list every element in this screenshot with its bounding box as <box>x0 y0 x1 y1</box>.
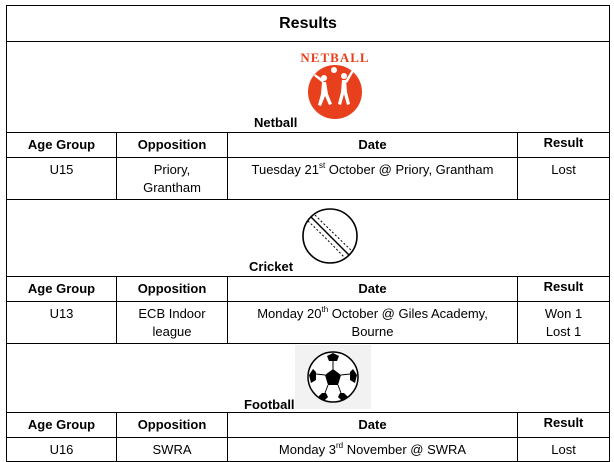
opposition-cell <box>117 158 228 200</box>
result-cell <box>518 438 610 462</box>
results-page <box>6 5 609 462</box>
results-table <box>6 5 610 462</box>
col-opposition: Opposition <box>117 413 228 438</box>
col-date: Date <box>228 277 518 302</box>
opposition-line: SWRA <box>152 442 192 457</box>
table-row <box>7 438 610 462</box>
netball-section-header <box>7 42 610 133</box>
opposition-line: ECB Indoor <box>138 306 206 321</box>
football-section-header <box>7 344 610 413</box>
cricket-ball-icon <box>301 207 359 265</box>
table-row <box>7 302 610 344</box>
result-line: Lost <box>551 162 576 177</box>
opposition-cell <box>117 438 228 462</box>
sport-name-football: Football <box>244 397 295 412</box>
netball-logo-icon <box>300 48 370 120</box>
age-group-cell: U13 <box>7 302 117 344</box>
sport-name-cricket: Cricket <box>249 259 294 274</box>
col-age-group: Age Group <box>7 413 117 438</box>
col-opposition: Opposition <box>117 277 228 302</box>
date-cell <box>228 438 518 462</box>
date-line: Monday 3rd November @ SWRA <box>278 440 467 457</box>
opposition-cell <box>117 302 228 344</box>
opposition-line: league <box>152 324 192 339</box>
opposition-line: Priory, <box>153 162 191 177</box>
col-result: Result <box>518 413 610 438</box>
result-cell <box>518 158 610 200</box>
col-opposition: Opposition <box>117 133 228 158</box>
page-title: Results <box>7 6 610 42</box>
result-line: Lost <box>551 442 576 457</box>
date-line: Monday 20th October @ Giles Academy, <box>257 304 488 321</box>
date-cell <box>228 302 518 344</box>
col-result: Result <box>518 277 610 302</box>
col-age-group: Age Group <box>7 277 117 302</box>
date-line: Tuesday 21st October @ Priory, Grantham <box>251 160 494 177</box>
col-date: Date <box>228 413 518 438</box>
age-group-cell: U15 <box>7 158 117 200</box>
sport-name-netball: Netball <box>254 115 298 130</box>
date-cell <box>228 158 518 200</box>
table-row <box>7 158 610 200</box>
result-line: Lost 1 <box>545 324 582 339</box>
result-line: Won 1 <box>544 306 583 321</box>
football-icon <box>295 345 371 409</box>
opposition-line: Grantham <box>143 180 201 195</box>
result-cell <box>518 302 610 344</box>
col-age-group: Age Group <box>7 133 117 158</box>
col-date: Date <box>228 133 518 158</box>
col-result: Result <box>518 133 610 158</box>
age-group-cell: U16 <box>7 438 117 462</box>
netball-logo-text: NETBALL <box>300 50 370 65</box>
cricket-section-header <box>7 200 610 277</box>
date-line-2: Bourne <box>351 324 394 339</box>
